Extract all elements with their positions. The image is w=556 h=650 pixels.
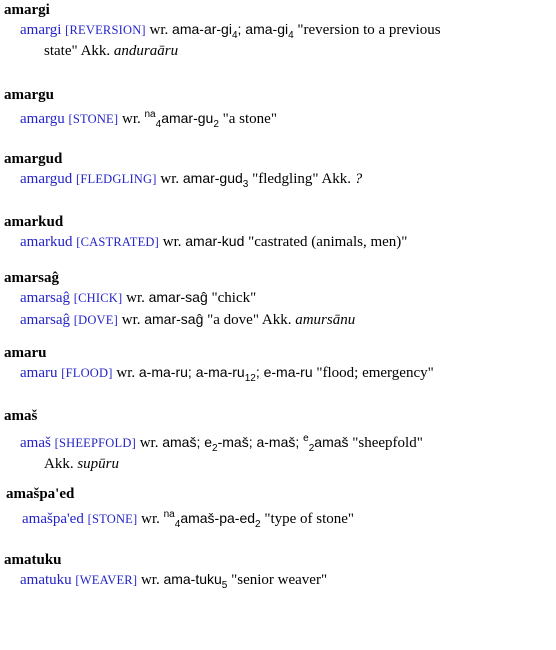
written-form: ama-tuku$_5$ bbox=[163, 571, 228, 591]
headword: amarsaĝ bbox=[4, 270, 59, 286]
entry-amarsag bbox=[4, 270, 548, 331]
wr-label: wr. bbox=[162, 234, 182, 250]
gloss: "fledgling" bbox=[252, 171, 319, 187]
entry-amargi bbox=[4, 2, 548, 62]
entry-amaspaed bbox=[6, 486, 548, 530]
lemma-link[interactable]: amargu bbox=[20, 111, 65, 127]
entry-amas bbox=[4, 408, 548, 475]
guide-word[interactable]: [FLOOD] bbox=[61, 366, 113, 380]
headword: amaru bbox=[4, 345, 47, 361]
gloss: "a dove" bbox=[207, 312, 259, 328]
gloss: "type of stone" bbox=[264, 511, 355, 527]
akk-label: Akk. bbox=[80, 43, 111, 59]
gloss: "a stone" bbox=[222, 111, 277, 127]
lemma-link[interactable]: amarsaĝ bbox=[20, 290, 70, 306]
headword: amargu bbox=[4, 87, 54, 103]
written-form: $^{na}_4amar-gu_2$ bbox=[144, 109, 219, 130]
gloss: "flood; emergency" bbox=[316, 365, 434, 381]
lemma-link[interactable]: amašpa'ed bbox=[22, 511, 84, 527]
guide-word[interactable]: [REVERSION] bbox=[65, 23, 146, 37]
lemma-link[interactable]: amargud bbox=[20, 171, 73, 187]
gloss: "senior weaver" bbox=[231, 572, 328, 588]
lemma-link[interactable]: amarkud bbox=[20, 234, 73, 250]
entry-amargud bbox=[4, 151, 548, 190]
wr-label: wr. bbox=[126, 290, 145, 306]
written-form: amar-saĝ bbox=[144, 311, 204, 327]
guide-word[interactable]: [CASTRATED] bbox=[76, 235, 159, 249]
written-form: ama-$ar-gi_4$; ama-$gi_4$ bbox=[172, 21, 294, 41]
sense-line bbox=[6, 508, 548, 530]
written-form: a-ma-ru; $a-ma-ru_{12}$; e-ma-ru bbox=[138, 364, 313, 384]
akk-label: Akk. bbox=[44, 456, 74, 472]
gloss: "sheepfold" bbox=[352, 435, 423, 451]
lemma-link[interactable]: amargi bbox=[20, 22, 62, 38]
entry-amarkud bbox=[4, 214, 548, 253]
wr-label: wr. bbox=[141, 511, 160, 527]
lemma-link[interactable]: amaš bbox=[20, 435, 51, 451]
gloss: "chick" bbox=[211, 290, 257, 306]
written-form: amar-gud$_3$ bbox=[182, 170, 249, 190]
sense-line-continued bbox=[4, 41, 548, 62]
akk-label: Akk. bbox=[321, 171, 352, 187]
headword: amatuku bbox=[4, 552, 62, 568]
headword: amarkud bbox=[4, 214, 64, 230]
sense-line bbox=[4, 19, 548, 41]
wr-label: wr. bbox=[122, 111, 141, 127]
lemma-link[interactable]: amarsaĝ bbox=[20, 312, 70, 328]
sense-line bbox=[4, 362, 548, 384]
sense-line bbox=[4, 569, 548, 591]
guide-word[interactable]: [WEAVER] bbox=[75, 573, 138, 587]
gloss: "reversion to a previous bbox=[297, 22, 441, 38]
sense-line bbox=[4, 108, 548, 130]
wr-label: wr. bbox=[121, 312, 141, 328]
sense-line-continued bbox=[4, 454, 548, 475]
akk-label: Akk. bbox=[261, 312, 292, 328]
written-form: $^{na}_4amaš-pa-ed_2$ bbox=[163, 509, 261, 530]
guide-word[interactable]: [STONE] bbox=[68, 112, 119, 126]
guide-word[interactable]: [STONE] bbox=[87, 512, 138, 526]
headword: amašpa'ed bbox=[6, 486, 75, 502]
guide-word[interactable]: [SHEEPFOLD] bbox=[54, 436, 136, 450]
wr-label: wr. bbox=[140, 572, 160, 588]
wr-label: wr. bbox=[139, 435, 159, 451]
written-form: amar-saĝ bbox=[148, 289, 208, 305]
sense-line bbox=[4, 432, 548, 454]
headword: amaš bbox=[4, 408, 38, 424]
sense-line bbox=[4, 168, 548, 190]
sense-line bbox=[4, 287, 548, 309]
akkadian-equivalent: anduraāru bbox=[113, 43, 179, 59]
gloss: "castrated (animals, men)" bbox=[248, 234, 408, 250]
akkadian-equivalent: amursānu bbox=[295, 312, 356, 328]
written-form: amar-kud bbox=[185, 233, 245, 249]
entry-amatuku bbox=[4, 552, 548, 591]
wr-label: wr. bbox=[149, 22, 169, 38]
lemma-link[interactable]: amaru bbox=[20, 365, 58, 381]
guide-word[interactable]: [CHICK] bbox=[73, 291, 123, 305]
wr-label: wr. bbox=[116, 365, 136, 381]
wr-label: wr. bbox=[160, 171, 180, 187]
sense-line bbox=[4, 231, 548, 253]
guide-word[interactable]: [FLEDGLING] bbox=[75, 172, 157, 186]
gloss-continued: state" bbox=[44, 43, 78, 59]
written-form: amaš; $e_2$-maš; a-maš; $^e_2$amaš bbox=[162, 433, 349, 454]
guide-word[interactable]: [DOVE] bbox=[73, 313, 118, 327]
headword: amargud bbox=[4, 151, 63, 167]
sense-line bbox=[4, 309, 548, 331]
akkadian-equivalent: ? bbox=[354, 171, 363, 187]
headword: amargi bbox=[4, 2, 50, 18]
akkadian-equivalent: supūru bbox=[77, 456, 120, 472]
lemma-link[interactable]: amatuku bbox=[20, 572, 72, 588]
entry-amargu bbox=[4, 87, 548, 130]
entry-amaru bbox=[4, 345, 548, 384]
